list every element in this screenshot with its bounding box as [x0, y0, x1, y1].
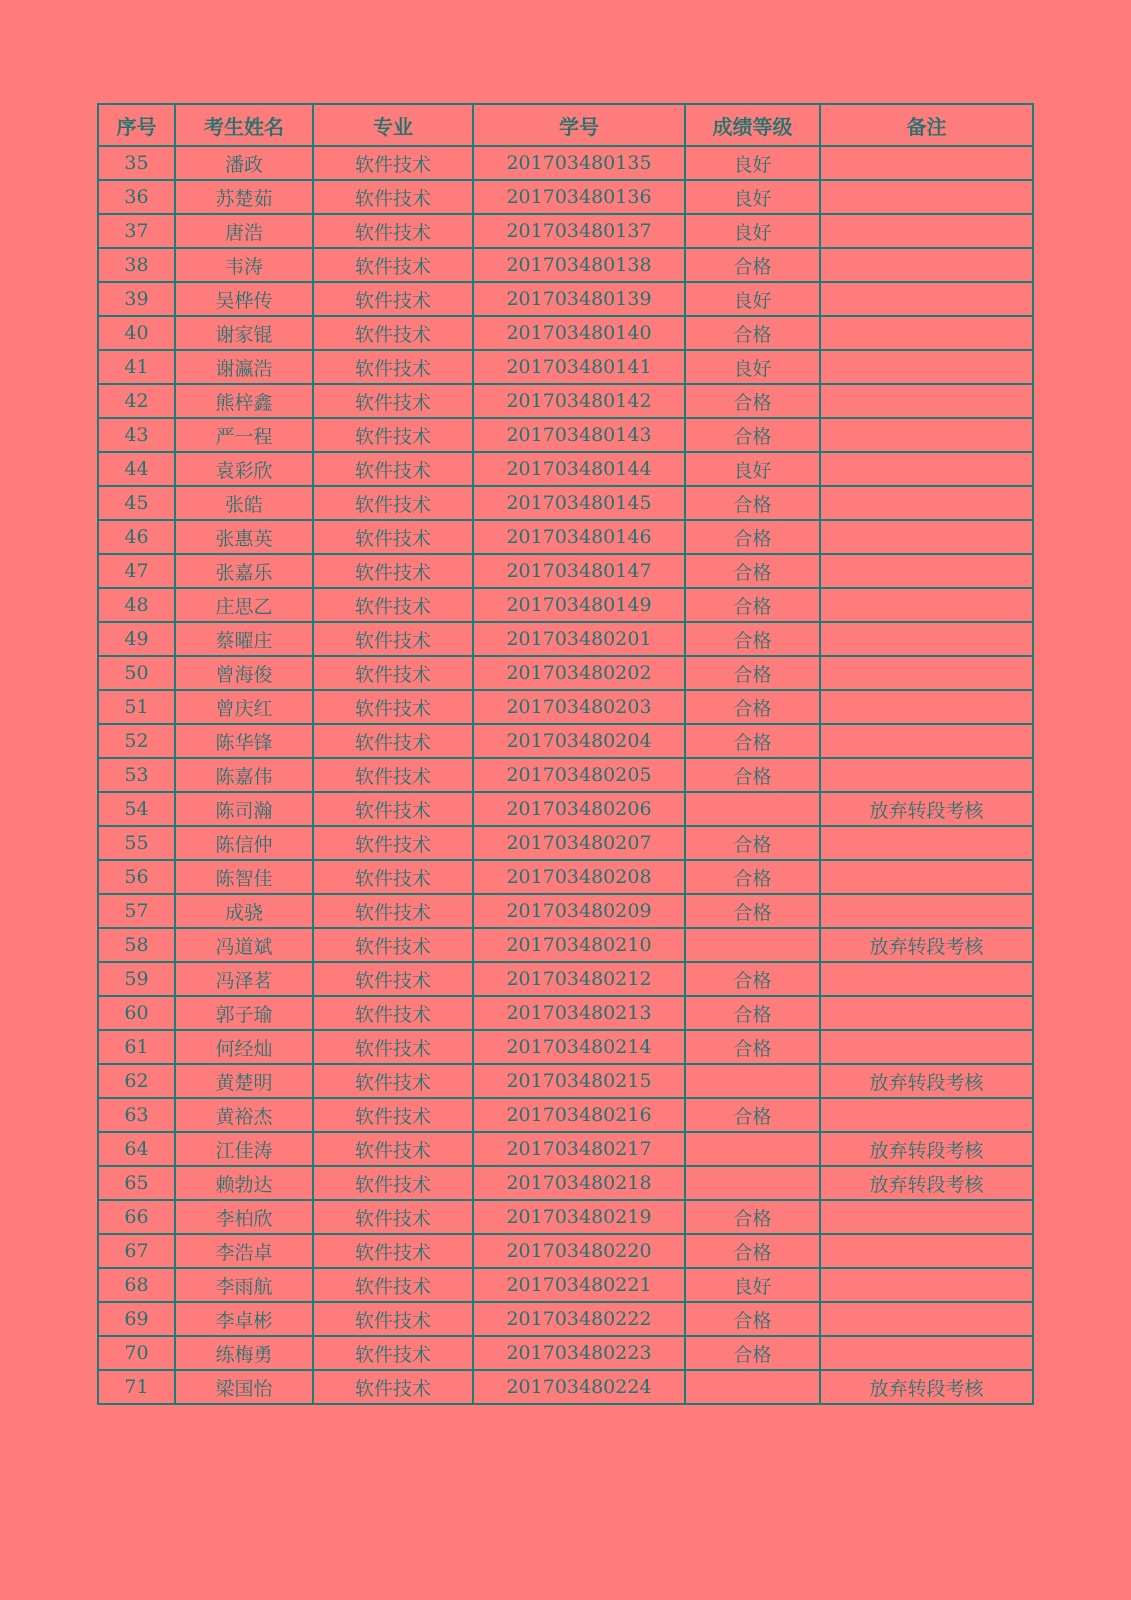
cell-student-id: 201703480213	[473, 996, 685, 1030]
cell-grade: 合格	[685, 962, 820, 996]
cell-major: 软件技术	[313, 486, 473, 520]
cell-name: 谢瀛浩	[175, 350, 313, 384]
table-row	[98, 1064, 1033, 1098]
cell-major: 软件技术	[313, 554, 473, 588]
cell-name: 李浩卓	[175, 1234, 313, 1268]
table-row	[98, 860, 1033, 894]
cell-remark	[820, 214, 1033, 248]
cell-name: 练梅勇	[175, 1336, 313, 1370]
cell-student-id: 201703480203	[473, 690, 685, 724]
cell-student-id: 201703480147	[473, 554, 685, 588]
cell-name: 张皓	[175, 486, 313, 520]
cell-remark	[820, 248, 1033, 282]
cell-index: 65	[98, 1166, 175, 1200]
cell-name: 赖勃达	[175, 1166, 313, 1200]
table-row	[98, 758, 1033, 792]
cell-grade: 合格	[685, 622, 820, 656]
cell-index: 47	[98, 554, 175, 588]
cell-remark	[820, 1098, 1033, 1132]
cell-remark	[820, 758, 1033, 792]
cell-major: 软件技术	[313, 1234, 473, 1268]
cell-remark	[820, 554, 1033, 588]
cell-grade: 合格	[685, 1200, 820, 1234]
cell-student-id: 201703480136	[473, 180, 685, 214]
cell-major: 软件技术	[313, 996, 473, 1030]
cell-index: 46	[98, 520, 175, 554]
cell-index: 38	[98, 248, 175, 282]
cell-name: 严一程	[175, 418, 313, 452]
cell-name: 黄裕杰	[175, 1098, 313, 1132]
cell-remark	[820, 656, 1033, 690]
cell-major: 软件技术	[313, 758, 473, 792]
cell-student-id: 201703480137	[473, 214, 685, 248]
table-row	[98, 656, 1033, 690]
cell-index: 37	[98, 214, 175, 248]
cell-index: 71	[98, 1370, 175, 1404]
cell-major: 软件技术	[313, 690, 473, 724]
cell-student-id: 201703480135	[473, 146, 685, 180]
cell-student-id: 201703480146	[473, 520, 685, 554]
cell-student-id: 201703480140	[473, 316, 685, 350]
cell-grade: 合格	[685, 418, 820, 452]
cell-grade: 合格	[685, 248, 820, 282]
cell-student-id: 201703480214	[473, 1030, 685, 1064]
cell-grade: 良好	[685, 180, 820, 214]
cell-grade: 良好	[685, 350, 820, 384]
cell-name: 李卓彬	[175, 1302, 313, 1336]
cell-index: 39	[98, 282, 175, 316]
cell-remark	[820, 486, 1033, 520]
cell-name: 熊梓鑫	[175, 384, 313, 418]
cell-name: 冯道斌	[175, 928, 313, 962]
cell-student-id: 201703480145	[473, 486, 685, 520]
table-row	[98, 588, 1033, 622]
cell-major: 软件技术	[313, 248, 473, 282]
cell-remark	[820, 1234, 1033, 1268]
header-grade: 成绩等级	[685, 104, 820, 146]
cell-grade	[685, 1370, 820, 1404]
cell-student-id: 201703480223	[473, 1336, 685, 1370]
cell-name: 陈智佳	[175, 860, 313, 894]
cell-index: 68	[98, 1268, 175, 1302]
cell-grade	[685, 792, 820, 826]
cell-remark	[820, 1302, 1033, 1336]
cell-name: 成骁	[175, 894, 313, 928]
cell-remark	[820, 282, 1033, 316]
cell-remark: 放弃转段考核	[820, 1370, 1033, 1404]
header-row	[98, 104, 1033, 146]
cell-grade: 合格	[685, 316, 820, 350]
cell-name: 张惠英	[175, 520, 313, 554]
table-row	[98, 724, 1033, 758]
cell-grade: 良好	[685, 452, 820, 486]
cell-student-id: 201703480216	[473, 1098, 685, 1132]
table-row	[98, 1200, 1033, 1234]
cell-index: 45	[98, 486, 175, 520]
cell-grade: 合格	[685, 758, 820, 792]
cell-remark	[820, 520, 1033, 554]
cell-name: 黄楚明	[175, 1064, 313, 1098]
cell-student-id: 201703480149	[473, 588, 685, 622]
cell-grade: 合格	[685, 724, 820, 758]
cell-student-id: 201703480224	[473, 1370, 685, 1404]
cell-grade	[685, 928, 820, 962]
table-row	[98, 622, 1033, 656]
table-row	[98, 1370, 1033, 1404]
table-row	[98, 690, 1033, 724]
header-name: 考生姓名	[175, 104, 313, 146]
cell-major: 软件技术	[313, 1370, 473, 1404]
cell-major: 软件技术	[313, 1064, 473, 1098]
table-row	[98, 452, 1033, 486]
table-row	[98, 384, 1033, 418]
cell-index: 43	[98, 418, 175, 452]
cell-student-id: 201703480209	[473, 894, 685, 928]
cell-remark: 放弃转段考核	[820, 1166, 1033, 1200]
cell-name: 陈嘉伟	[175, 758, 313, 792]
cell-major: 软件技术	[313, 1030, 473, 1064]
cell-grade: 合格	[685, 520, 820, 554]
table-row	[98, 894, 1033, 928]
cell-index: 60	[98, 996, 175, 1030]
cell-student-id: 201703480219	[473, 1200, 685, 1234]
cell-major: 软件技术	[313, 418, 473, 452]
cell-remark	[820, 962, 1033, 996]
table-row	[98, 350, 1033, 384]
cell-remark	[820, 996, 1033, 1030]
table-body	[98, 146, 1033, 1404]
cell-remark: 放弃转段考核	[820, 792, 1033, 826]
cell-major: 软件技术	[313, 656, 473, 690]
table-row	[98, 792, 1033, 826]
cell-index: 59	[98, 962, 175, 996]
cell-student-id: 201703480222	[473, 1302, 685, 1336]
cell-name: 何经灿	[175, 1030, 313, 1064]
cell-index: 40	[98, 316, 175, 350]
cell-student-id: 201703480143	[473, 418, 685, 452]
cell-grade: 合格	[685, 1302, 820, 1336]
cell-student-id: 201703480206	[473, 792, 685, 826]
table-row	[98, 180, 1033, 214]
cell-name: 曾庆红	[175, 690, 313, 724]
table-row	[98, 1030, 1033, 1064]
cell-remark: 放弃转段考核	[820, 928, 1033, 962]
grade-table	[97, 103, 1034, 1405]
cell-grade	[685, 1166, 820, 1200]
cell-major: 软件技术	[313, 1098, 473, 1132]
cell-index: 48	[98, 588, 175, 622]
cell-grade: 良好	[685, 146, 820, 180]
cell-student-id: 201703480144	[473, 452, 685, 486]
cell-remark	[820, 894, 1033, 928]
cell-index: 61	[98, 1030, 175, 1064]
table-row	[98, 1268, 1033, 1302]
cell-name: 李柏欣	[175, 1200, 313, 1234]
cell-major: 软件技术	[313, 792, 473, 826]
cell-grade: 合格	[685, 996, 820, 1030]
cell-remark	[820, 724, 1033, 758]
cell-index: 58	[98, 928, 175, 962]
cell-major: 软件技术	[313, 384, 473, 418]
cell-name: 陈信仲	[175, 826, 313, 860]
cell-remark	[820, 690, 1033, 724]
cell-grade	[685, 1132, 820, 1166]
cell-student-id: 201703480218	[473, 1166, 685, 1200]
cell-index: 44	[98, 452, 175, 486]
table-row	[98, 282, 1033, 316]
cell-student-id: 201703480217	[473, 1132, 685, 1166]
cell-remark	[820, 622, 1033, 656]
cell-grade: 合格	[685, 1098, 820, 1132]
cell-major: 软件技术	[313, 1132, 473, 1166]
cell-grade	[685, 1064, 820, 1098]
cell-index: 69	[98, 1302, 175, 1336]
cell-grade: 合格	[685, 860, 820, 894]
cell-remark	[820, 146, 1033, 180]
cell-remark	[820, 316, 1033, 350]
cell-student-id: 201703480221	[473, 1268, 685, 1302]
cell-student-id: 201703480201	[473, 622, 685, 656]
cell-grade: 合格	[685, 690, 820, 724]
cell-remark	[820, 452, 1033, 486]
cell-remark	[820, 588, 1033, 622]
cell-student-id: 201703480202	[473, 656, 685, 690]
cell-student-id: 201703480210	[473, 928, 685, 962]
cell-student-id: 201703480142	[473, 384, 685, 418]
cell-remark	[820, 1200, 1033, 1234]
table-row	[98, 418, 1033, 452]
cell-name: 吴桦传	[175, 282, 313, 316]
cell-major: 软件技术	[313, 316, 473, 350]
cell-major: 软件技术	[313, 588, 473, 622]
cell-remark	[820, 860, 1033, 894]
cell-student-id: 201703480220	[473, 1234, 685, 1268]
cell-grade: 良好	[685, 214, 820, 248]
cell-name: 苏楚茹	[175, 180, 313, 214]
cell-remark	[820, 418, 1033, 452]
cell-name: 张嘉乐	[175, 554, 313, 588]
cell-grade: 合格	[685, 894, 820, 928]
cell-major: 软件技术	[313, 962, 473, 996]
cell-remark	[820, 1336, 1033, 1370]
cell-grade: 良好	[685, 282, 820, 316]
table-row	[98, 146, 1033, 180]
cell-major: 软件技术	[313, 622, 473, 656]
cell-remark	[820, 384, 1033, 418]
cell-major: 软件技术	[313, 1302, 473, 1336]
cell-name: 陈司瀚	[175, 792, 313, 826]
cell-student-id: 201703480208	[473, 860, 685, 894]
cell-name: 韦涛	[175, 248, 313, 282]
cell-major: 软件技术	[313, 180, 473, 214]
cell-remark: 放弃转段考核	[820, 1132, 1033, 1166]
cell-major: 软件技术	[313, 1336, 473, 1370]
table-row	[98, 316, 1033, 350]
cell-remark	[820, 826, 1033, 860]
cell-index: 51	[98, 690, 175, 724]
cell-name: 李雨航	[175, 1268, 313, 1302]
cell-grade: 合格	[685, 656, 820, 690]
cell-name: 梁国怡	[175, 1370, 313, 1404]
cell-major: 软件技术	[313, 1166, 473, 1200]
cell-major: 软件技术	[313, 350, 473, 384]
cell-remark	[820, 350, 1033, 384]
cell-index: 50	[98, 656, 175, 690]
cell-grade: 合格	[685, 554, 820, 588]
table-row	[98, 996, 1033, 1030]
table-row	[98, 928, 1033, 962]
cell-index: 52	[98, 724, 175, 758]
cell-name: 陈华锋	[175, 724, 313, 758]
cell-student-id: 201703480207	[473, 826, 685, 860]
cell-name: 唐浩	[175, 214, 313, 248]
cell-grade: 合格	[685, 1234, 820, 1268]
cell-major: 软件技术	[313, 724, 473, 758]
table-row	[98, 1132, 1033, 1166]
cell-index: 49	[98, 622, 175, 656]
cell-index: 67	[98, 1234, 175, 1268]
cell-index: 55	[98, 826, 175, 860]
cell-major: 软件技术	[313, 928, 473, 962]
cell-remark: 放弃转段考核	[820, 1064, 1033, 1098]
cell-grade: 良好	[685, 1268, 820, 1302]
cell-student-id: 201703480215	[473, 1064, 685, 1098]
cell-index: 64	[98, 1132, 175, 1166]
cell-name: 庄思乙	[175, 588, 313, 622]
cell-student-id: 201703480138	[473, 248, 685, 282]
cell-name: 曾海俊	[175, 656, 313, 690]
table-row	[98, 486, 1033, 520]
cell-grade: 合格	[685, 826, 820, 860]
table-row	[98, 1302, 1033, 1336]
header-student-id: 学号	[473, 104, 685, 146]
table-row	[98, 962, 1033, 996]
cell-student-id: 201703480204	[473, 724, 685, 758]
cell-name: 潘政	[175, 146, 313, 180]
cell-index: 62	[98, 1064, 175, 1098]
cell-major: 软件技术	[313, 520, 473, 554]
cell-index: 63	[98, 1098, 175, 1132]
table-row	[98, 826, 1033, 860]
table-row	[98, 1098, 1033, 1132]
table-row	[98, 1234, 1033, 1268]
cell-index: 42	[98, 384, 175, 418]
cell-index: 54	[98, 792, 175, 826]
cell-grade: 合格	[685, 486, 820, 520]
table-row	[98, 1166, 1033, 1200]
cell-major: 软件技术	[313, 1200, 473, 1234]
cell-major: 软件技术	[313, 452, 473, 486]
cell-major: 软件技术	[313, 1268, 473, 1302]
cell-grade: 合格	[685, 1030, 820, 1064]
cell-remark	[820, 1030, 1033, 1064]
cell-index: 57	[98, 894, 175, 928]
cell-index: 56	[98, 860, 175, 894]
cell-index: 70	[98, 1336, 175, 1370]
header-remark: 备注	[820, 104, 1033, 146]
cell-index: 66	[98, 1200, 175, 1234]
cell-student-id: 201703480141	[473, 350, 685, 384]
cell-major: 软件技术	[313, 894, 473, 928]
cell-major: 软件技术	[313, 826, 473, 860]
cell-index: 53	[98, 758, 175, 792]
cell-major: 软件技术	[313, 146, 473, 180]
cell-name: 江佳涛	[175, 1132, 313, 1166]
cell-grade: 合格	[685, 1336, 820, 1370]
table-row	[98, 520, 1033, 554]
table-row	[98, 1336, 1033, 1370]
cell-index: 41	[98, 350, 175, 384]
cell-remark	[820, 180, 1033, 214]
cell-name: 蔡曜庄	[175, 622, 313, 656]
cell-student-id: 201703480212	[473, 962, 685, 996]
header-major: 专业	[313, 104, 473, 146]
cell-name: 谢家锟	[175, 316, 313, 350]
cell-name: 郭子瑜	[175, 996, 313, 1030]
header-index: 序号	[98, 104, 175, 146]
cell-remark	[820, 1268, 1033, 1302]
cell-major: 软件技术	[313, 214, 473, 248]
table-row	[98, 248, 1033, 282]
cell-index: 35	[98, 146, 175, 180]
cell-name: 袁彩欣	[175, 452, 313, 486]
cell-name: 冯泽茗	[175, 962, 313, 996]
cell-student-id: 201703480139	[473, 282, 685, 316]
table-row	[98, 214, 1033, 248]
cell-grade: 合格	[685, 588, 820, 622]
cell-grade: 合格	[685, 384, 820, 418]
cell-student-id: 201703480205	[473, 758, 685, 792]
cell-major: 软件技术	[313, 282, 473, 316]
cell-major: 软件技术	[313, 860, 473, 894]
cell-index: 36	[98, 180, 175, 214]
table-row	[98, 554, 1033, 588]
